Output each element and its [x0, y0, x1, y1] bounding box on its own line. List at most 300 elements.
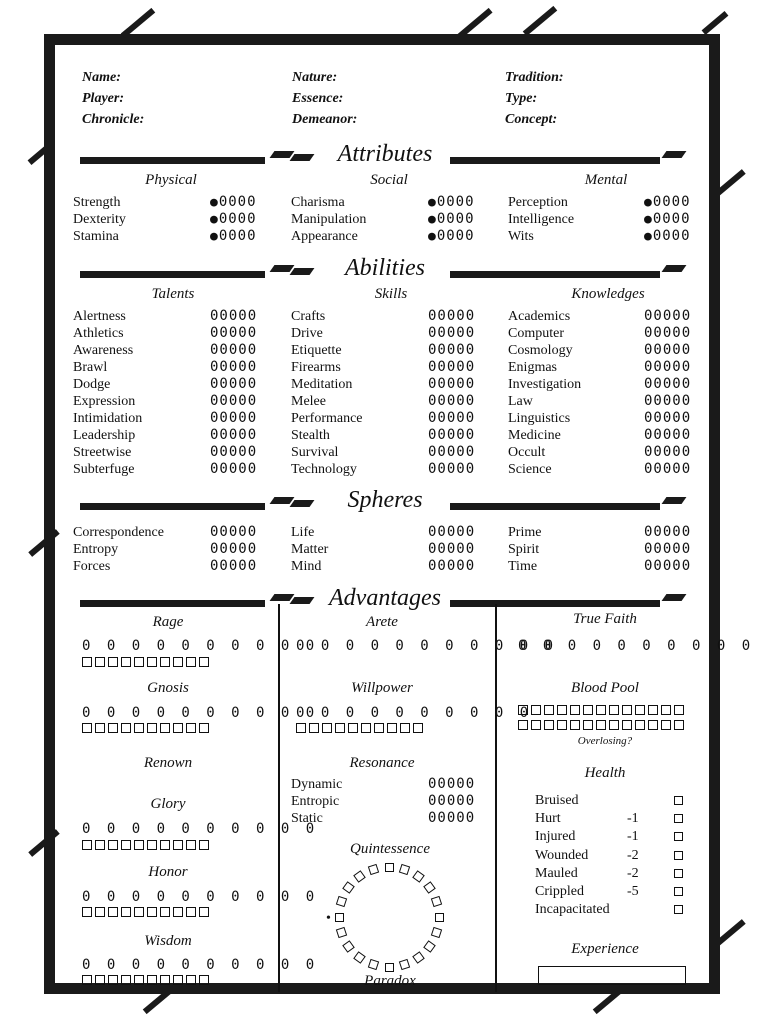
ability-dots[interactable]: 00000 [210, 427, 258, 443]
section-rule [80, 157, 265, 164]
checkbox[interactable] [173, 657, 183, 667]
ability-dots[interactable]: 00000 [644, 359, 692, 375]
health-penalty: -1 [627, 811, 639, 827]
ability-dots[interactable]: 00000 [210, 342, 258, 358]
attribute-name: Strength [73, 195, 121, 210]
attribute-row [291, 228, 486, 245]
essence-field-label: Essence: [292, 91, 344, 106]
empty-dots: 0000 [218, 228, 257, 244]
health-checkbox[interactable] [674, 814, 683, 823]
sphere-name: Correspondence [73, 525, 164, 540]
quintessence-box[interactable] [385, 963, 394, 972]
ability-row [291, 444, 486, 461]
checkbox[interactable] [199, 975, 209, 985]
checkbox[interactable] [147, 975, 157, 985]
empty-dots: 0000 [436, 228, 475, 244]
checkbox[interactable] [121, 723, 131, 733]
health-level-name: Bruised [535, 793, 579, 808]
checkbox[interactable] [583, 705, 593, 715]
willpower-dots[interactable]: 0 0 0 0 0 0 0 0 0 0 [296, 705, 533, 721]
checkbox[interactable] [173, 975, 183, 985]
ability-dots[interactable]: 00000 [644, 376, 692, 392]
ability-name: Meditation [291, 377, 353, 392]
checkbox[interactable] [186, 723, 196, 733]
sphere-row [291, 558, 486, 575]
attribute-name: Dexterity [73, 212, 126, 227]
ability-dots[interactable]: 00000 [210, 325, 258, 341]
ability-row [508, 444, 703, 461]
attribute-dots[interactable] [428, 228, 475, 245]
checkbox[interactable] [186, 657, 196, 667]
checkbox[interactable] [160, 907, 170, 917]
paradox-label: Paradox [364, 973, 416, 989]
ability-row [291, 359, 486, 376]
checkbox[interactable] [147, 907, 157, 917]
checkbox[interactable] [609, 705, 619, 715]
health-checkbox[interactable] [674, 832, 683, 841]
ability-name: Academics [508, 309, 571, 324]
sphere-row [508, 524, 703, 541]
ability-name: Occult [508, 445, 546, 460]
resonance-row [291, 793, 486, 810]
checkbox[interactable] [82, 907, 92, 917]
checkbox[interactable] [173, 907, 183, 917]
ability-dots[interactable]: 00000 [428, 427, 476, 443]
ability-dots[interactable]: 00000 [644, 444, 692, 460]
checkbox[interactable] [518, 720, 528, 730]
checkbox[interactable] [622, 720, 632, 730]
checkbox[interactable] [296, 723, 306, 733]
ability-dots[interactable]: 00000 [644, 308, 692, 324]
checkbox[interactable] [95, 975, 105, 985]
empty-dots: 0000 [652, 228, 691, 244]
checkbox[interactable] [173, 723, 183, 733]
ability-dots[interactable]: 00000 [428, 376, 476, 392]
wisdom-label: Wisdom [144, 933, 192, 949]
attribute-dots[interactable] [210, 228, 257, 245]
health-penalty: -5 [627, 884, 639, 899]
ability-row [73, 308, 268, 325]
subheading-social: Social [370, 172, 408, 188]
attribute-dots[interactable] [210, 211, 257, 228]
checkbox[interactable] [609, 720, 619, 730]
checkbox[interactable] [557, 720, 567, 730]
quintessence-box[interactable] [435, 913, 444, 922]
checkbox[interactable] [108, 723, 118, 733]
ability-dots[interactable]: 00000 [428, 342, 476, 358]
checkbox[interactable] [95, 723, 105, 733]
filled-dot: ● [428, 212, 437, 227]
checkbox[interactable] [374, 723, 384, 733]
checkbox[interactable] [186, 975, 196, 985]
checkbox[interactable] [648, 705, 658, 715]
filled-dot: ● [644, 195, 653, 210]
attribute-row [508, 194, 703, 211]
honor-dots[interactable]: 0 0 0 0 0 0 0 0 0 0 [82, 889, 319, 905]
empty-dots: 0000 [218, 211, 257, 227]
checkbox[interactable] [108, 975, 118, 985]
sphere-row [73, 558, 268, 575]
checkbox[interactable] [583, 720, 593, 730]
checkbox[interactable] [674, 720, 684, 730]
blood-pool-boxes-row2[interactable] [518, 720, 684, 730]
health-level-row [535, 883, 685, 901]
ability-name: Expression [73, 394, 136, 409]
empty-dots: 0000 [652, 211, 691, 227]
subheading-knowledges: Knowledges [571, 286, 645, 302]
name-field-label: Name: [82, 70, 121, 85]
ability-dots[interactable]: 00000 [644, 393, 692, 409]
checkbox[interactable] [661, 720, 671, 730]
concept-field-label: Concept: [505, 112, 558, 127]
ability-name: Enigmas [508, 360, 557, 375]
ability-dots[interactable]: 00000 [644, 325, 692, 341]
ability-name: Computer [508, 326, 564, 341]
health-checkbox[interactable] [674, 796, 683, 805]
ability-row [73, 359, 268, 376]
checkbox[interactable] [160, 840, 170, 850]
quintessence-marker: • [326, 911, 331, 926]
ability-dots[interactable]: 00000 [428, 410, 476, 426]
checkbox[interactable] [596, 705, 606, 715]
tradition-field-label: Tradition: [505, 70, 564, 85]
experience-label: Experience [571, 941, 639, 957]
checkbox[interactable] [400, 723, 410, 733]
resonance-name: Dynamic [291, 777, 343, 792]
checkbox[interactable] [557, 705, 567, 715]
ability-name: Athletics [73, 326, 124, 341]
true-faith-label: True Faith [573, 611, 637, 627]
attribute-dots[interactable] [428, 211, 475, 228]
attribute-row [508, 228, 703, 245]
attribute-row [73, 194, 268, 211]
checkbox[interactable] [121, 907, 131, 917]
checkbox[interactable] [82, 840, 92, 850]
ability-dots[interactable]: 00000 [428, 359, 476, 375]
ability-name: Alertness [73, 309, 126, 324]
sphere-name: Spirit [508, 542, 540, 557]
attribute-name: Wits [508, 229, 534, 244]
attribute-name: Perception [508, 195, 568, 210]
honor-boxes[interactable] [82, 907, 209, 917]
ability-name: Leadership [73, 428, 136, 443]
ability-row [73, 376, 268, 393]
empty-dots: 0000 [218, 194, 257, 210]
section-rule [80, 600, 265, 607]
checkbox[interactable] [186, 907, 196, 917]
subheading-skills: Skills [374, 286, 408, 302]
border-decoration [702, 11, 729, 35]
attribute-name: Manipulation [291, 212, 367, 227]
type-field-label: Type: [505, 91, 538, 106]
health-level-name: Hurt [535, 811, 561, 827]
checkbox[interactable] [108, 907, 118, 917]
ability-name: Awareness [73, 343, 134, 358]
ability-dots[interactable]: 00000 [428, 325, 476, 341]
checkbox[interactable] [335, 723, 345, 733]
ability-name: Law [508, 394, 533, 409]
checkbox[interactable] [674, 705, 684, 715]
health-level-name: Injured [535, 829, 576, 845]
checkbox[interactable] [348, 723, 358, 733]
ability-dots[interactable]: 00000 [210, 444, 258, 460]
sphere-dots[interactable]: 00000 [210, 541, 258, 557]
ability-dots[interactable]: 00000 [210, 410, 258, 426]
checkbox[interactable] [134, 907, 144, 917]
attribute-dots[interactable] [644, 228, 691, 245]
ability-dots[interactable]: 00000 [428, 393, 476, 409]
quintessence-box[interactable] [385, 863, 394, 872]
checkbox[interactable] [648, 720, 658, 730]
attribute-dots[interactable] [210, 194, 257, 211]
sphere-name: Forces [73, 559, 111, 574]
sphere-name: Mind [291, 559, 322, 574]
checkbox[interactable] [134, 657, 144, 667]
ability-dots[interactable]: 00000 [428, 308, 476, 324]
checkbox[interactable] [82, 657, 92, 667]
ability-row [73, 393, 268, 410]
resonance-dots[interactable]: 00000 [428, 793, 476, 809]
willpower-label: Willpower [351, 680, 413, 696]
ability-row [73, 325, 268, 342]
nature-field-label: Nature: [292, 70, 338, 85]
ability-row [291, 410, 486, 427]
sphere-dots[interactable]: 00000 [428, 558, 476, 574]
ability-dots[interactable]: 00000 [644, 461, 692, 477]
gnosis-boxes[interactable] [82, 723, 209, 733]
sphere-row [291, 541, 486, 558]
checkbox[interactable] [199, 907, 209, 917]
attribute-dots[interactable] [428, 194, 475, 211]
ability-name: Subterfuge [73, 462, 135, 477]
ability-dots[interactable]: 00000 [210, 359, 258, 375]
ability-dots[interactable]: 00000 [210, 393, 258, 409]
sphere-dots[interactable]: 00000 [644, 558, 692, 574]
glory-dots[interactable]: 0 0 0 0 0 0 0 0 0 0 [82, 821, 319, 837]
checkbox[interactable] [387, 723, 397, 733]
checkbox[interactable] [160, 657, 170, 667]
sphere-dots[interactable]: 00000 [428, 524, 476, 540]
subheading-physical: Physical [145, 172, 197, 188]
attribute-name: Appearance [291, 229, 358, 244]
checkbox[interactable] [121, 975, 131, 985]
sphere-row [508, 541, 703, 558]
checkbox[interactable] [544, 720, 554, 730]
checkbox[interactable] [635, 720, 645, 730]
checkbox[interactable] [160, 723, 170, 733]
ability-dots[interactable]: 00000 [428, 461, 476, 477]
health-level-name: Mauled [535, 865, 578, 881]
checkbox[interactable] [518, 705, 528, 715]
ability-row [73, 461, 268, 478]
resonance-row [291, 810, 486, 827]
attribute-name: Charisma [291, 195, 345, 210]
health-checkbox[interactable] [674, 869, 683, 878]
checkbox[interactable] [570, 720, 580, 730]
ability-name: Brawl [73, 360, 108, 375]
checkbox[interactable] [361, 723, 371, 733]
checkbox[interactable] [134, 840, 144, 850]
filled-dot: ● [210, 195, 219, 210]
sphere-dots[interactable]: 00000 [428, 541, 476, 557]
rage-boxes[interactable] [82, 657, 209, 667]
ability-dots[interactable]: 00000 [210, 376, 258, 392]
ability-row [508, 427, 703, 444]
sphere-row [73, 524, 268, 541]
ability-row [291, 342, 486, 359]
checkbox[interactable] [95, 657, 105, 667]
blood-pool-label: Blood Pool [571, 680, 639, 696]
resonance-dots[interactable]: 00000 [428, 776, 476, 792]
health-level-name: Wounded [535, 847, 589, 863]
ability-dots[interactable]: 00000 [210, 308, 258, 324]
checkbox[interactable] [635, 705, 645, 715]
ability-dots[interactable]: 00000 [210, 461, 258, 477]
player-field-label: Player: [82, 91, 124, 106]
sphere-dots[interactable]: 00000 [644, 541, 692, 557]
health-checkbox[interactable] [674, 851, 683, 860]
health-checkbox[interactable] [674, 887, 683, 896]
wisdom-dots[interactable]: 0 0 0 0 0 0 0 0 0 0 [82, 957, 319, 973]
filled-dot: ● [428, 195, 437, 210]
ability-name: Performance [291, 411, 363, 426]
column-divider [278, 604, 280, 992]
attribute-row [508, 211, 703, 228]
checkbox[interactable] [199, 657, 209, 667]
checkbox[interactable] [147, 723, 157, 733]
checkbox[interactable] [622, 705, 632, 715]
rage-dots[interactable]: 0 0 0 0 0 0 0 0 0 0 [82, 638, 319, 654]
ability-name: Cosmology [508, 343, 573, 358]
attribute-row [73, 228, 268, 245]
ability-row [291, 461, 486, 478]
checkbox[interactable] [108, 840, 118, 850]
attribute-name: Intelligence [508, 212, 575, 227]
checkbox[interactable] [95, 907, 105, 917]
checkbox[interactable] [134, 975, 144, 985]
checkbox[interactable] [108, 657, 118, 667]
ability-row [508, 359, 703, 376]
blood-pool-boxes-row1[interactable] [518, 705, 684, 715]
checkbox[interactable] [661, 705, 671, 715]
checkbox[interactable] [160, 975, 170, 985]
checkbox[interactable] [121, 657, 131, 667]
checkbox[interactable] [95, 840, 105, 850]
ability-name: Medicine [508, 428, 561, 443]
ability-name: Melee [291, 394, 326, 409]
checkbox[interactable] [413, 723, 423, 733]
section-rule [80, 271, 265, 278]
empty-dots: 0000 [436, 211, 475, 227]
gnosis-label: Gnosis [147, 680, 189, 696]
attribute-row [291, 194, 486, 211]
ability-name: Dodge [73, 377, 111, 392]
renown-label: Renown [143, 755, 193, 771]
ability-name: Investigation [508, 377, 582, 392]
sphere-name: Matter [291, 542, 329, 557]
checkbox[interactable] [147, 657, 157, 667]
section-rule [450, 503, 660, 510]
ability-row [508, 342, 703, 359]
demeanor-field-label: Demeanor: [292, 112, 358, 127]
health-level-row [535, 865, 685, 883]
ability-dots[interactable]: 00000 [644, 342, 692, 358]
border-decoration [523, 6, 557, 36]
checkbox[interactable] [199, 840, 209, 850]
checkbox[interactable] [82, 975, 92, 985]
attribute-name: Stamina [73, 229, 119, 244]
checkbox[interactable] [309, 723, 319, 733]
section-rule [450, 600, 660, 607]
attribute-dots[interactable] [644, 194, 691, 211]
glory-boxes[interactable] [82, 840, 209, 850]
subheading-mental: Mental [584, 172, 628, 188]
attribute-row [291, 211, 486, 228]
glory-label: Glory [150, 796, 186, 812]
checkbox[interactable] [121, 840, 131, 850]
wisdom-boxes[interactable] [82, 975, 209, 985]
health-penalty: -1 [627, 829, 639, 845]
filled-dot: ● [210, 212, 219, 227]
column-divider [495, 604, 497, 992]
checkbox[interactable] [544, 705, 554, 715]
ability-name: Firearms [291, 360, 341, 375]
willpower-boxes[interactable] [296, 723, 423, 733]
chronicle-field-label: Chronicle: [82, 112, 145, 127]
checkbox[interactable] [199, 723, 209, 733]
checkbox[interactable] [173, 840, 183, 850]
sphere-row [73, 541, 268, 558]
overlosing-label: Overlosing? [577, 735, 633, 747]
checkbox[interactable] [531, 720, 541, 730]
section-rule [450, 157, 660, 164]
gnosis-dots[interactable]: 0 0 0 0 0 0 0 0 0 0 [82, 705, 319, 721]
ability-dots[interactable]: 00000 [644, 410, 692, 426]
checkbox[interactable] [322, 723, 332, 733]
checkbox[interactable] [147, 840, 157, 850]
checkbox[interactable] [134, 723, 144, 733]
ability-row [508, 308, 703, 325]
checkbox[interactable] [186, 840, 196, 850]
true-faith-dots[interactable]: 0 0 0 0 0 0 0 0 0 0 [518, 638, 755, 654]
ability-name: Streetwise [73, 445, 132, 460]
checkbox[interactable] [596, 720, 606, 730]
ability-row [508, 393, 703, 410]
health-checkbox[interactable] [674, 905, 683, 914]
sphere-dots[interactable]: 00000 [210, 558, 258, 574]
experience-input[interactable] [538, 966, 686, 985]
ability-name: Drive [291, 326, 323, 341]
checkbox[interactable] [82, 723, 92, 733]
sphere-name: Life [291, 525, 315, 540]
health-level-row [535, 847, 685, 865]
sphere-dots[interactable]: 00000 [210, 524, 258, 540]
ability-name: Stealth [291, 428, 330, 443]
resonance-dots[interactable]: 00000 [428, 810, 476, 826]
checkbox[interactable] [570, 705, 580, 715]
ability-row [73, 342, 268, 359]
health-level-row [535, 792, 685, 810]
sphere-row [291, 524, 486, 541]
checkbox[interactable] [531, 705, 541, 715]
resonance-label: Resonance [349, 755, 415, 771]
ability-dots[interactable]: 00000 [428, 444, 476, 460]
attribute-dots[interactable] [644, 211, 691, 228]
sphere-dots[interactable]: 00000 [644, 524, 692, 540]
arete-dots[interactable]: 0 0 0 0 0 0 0 0 0 0 0 [296, 638, 558, 654]
quintessence-box[interactable] [335, 913, 344, 922]
ability-dots[interactable]: 00000 [644, 427, 692, 443]
